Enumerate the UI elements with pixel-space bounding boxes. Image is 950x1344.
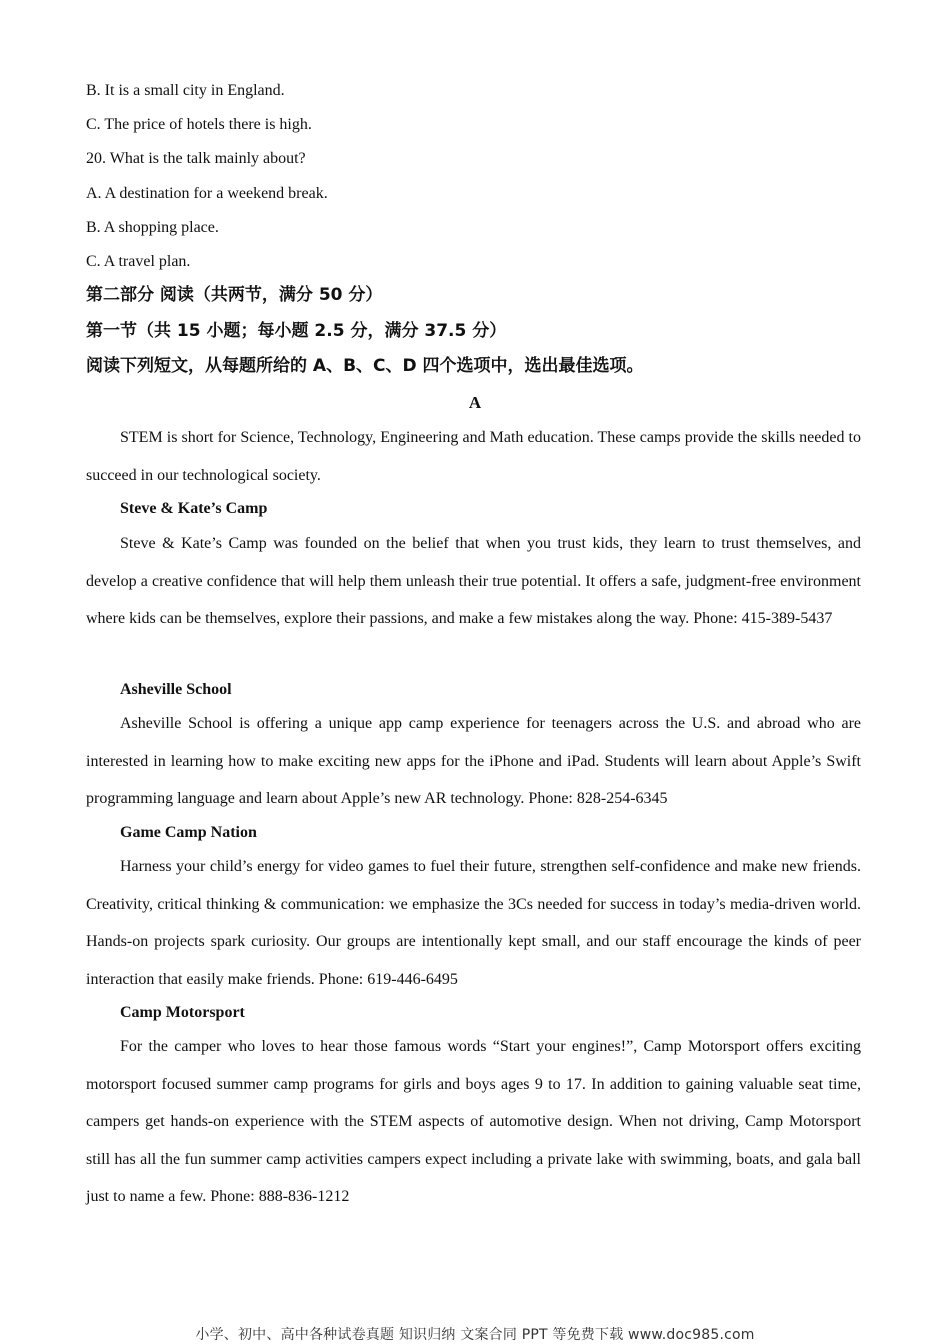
- passage-letter: A: [468, 393, 482, 412]
- section-1-title: 第一节（共 15 小题；每小题 2.5 分，满分 37.5 分）: [86, 321, 507, 341]
- page-footer: 小学、初中、高中各种试卷真题 知识归纳 文案合同 PPT 等免费下载 www.doc985.com: [195, 1327, 755, 1343]
- camp-description: Steve & Kate’s Camp was founded on the belief that when you trust kids, they learn to trust themselves, and develop a creative confidence that will help them unleash their true potential. It offers a safe, judgment-free environment where kids can be themselves, explore their passions, and make a few mistakes along the way. Phone: 415-389-5437: [86, 535, 861, 627]
- camp-heading: Camp Motorsport: [120, 1004, 245, 1021]
- camp-heading: Game Camp Nation: [120, 824, 257, 841]
- reading-instruction: 阅读下列短文，从每题所给的 A、B、C、D 四个选项中，选出最佳选项。: [86, 356, 644, 376]
- camp-description: Harness your child’s energy for video games to fuel their future, strengthen self-confidence and make new friends. Creativity, critical thinking & communication: we emphasize the 3Cs needed for success in today’s media-driven world. Hands-on projects spark curiosity. Our groups are intentionally kept small, and our staff encourage the kinds of peer interaction that easily make friends. Phone: 619-446-6495: [86, 858, 861, 988]
- camp-description: Asheville School is offering a unique app camp experience for teenagers across the U.S. and abroad who are interested in learning how to make exciting new apps for the iPhone and iPad. Students will learn about Apple’s Swift programming language and learn about Apple’s new AR technology. Phone: 828-254-6345: [86, 715, 861, 807]
- option-19-c: C. The price of hotels there is high.: [86, 116, 312, 133]
- camp-description: For the camper who loves to hear those famous words “Start your engines!”, Camp Motorsport offers exciting motorsport focused summer camp programs for girls and boys ages 9 to 17. In addition to gaining valuable seat time, campers get hands-on experience with the STEM aspects of automotive design. When not driving, Camp Motorsport still has all the fun summer camp activities campers expect including a private lake with swimming, boats, and gala ball just to name a few. Phone: 888-836-1212: [86, 1038, 861, 1205]
- option-19-b: B. It is a small city in England.: [86, 82, 285, 99]
- part-2-title: 第二部分 阅读（共两节，满分 50 分）: [86, 285, 383, 305]
- camp-heading: Asheville School: [120, 681, 232, 698]
- option-20-b: B. A shopping place.: [86, 219, 219, 236]
- camp-heading: Steve & Kate’s Camp: [120, 500, 268, 517]
- option-20-c: C. A travel plan.: [86, 253, 191, 270]
- option-20-a: A. A destination for a weekend break.: [86, 185, 328, 202]
- passage-intro: STEM is short for Science, Technology, Engineering and Math education. These camps provide the skills needed to succeed in our technological society.: [86, 429, 861, 484]
- question-20-stem: 20. What is the talk mainly about?: [86, 150, 306, 167]
